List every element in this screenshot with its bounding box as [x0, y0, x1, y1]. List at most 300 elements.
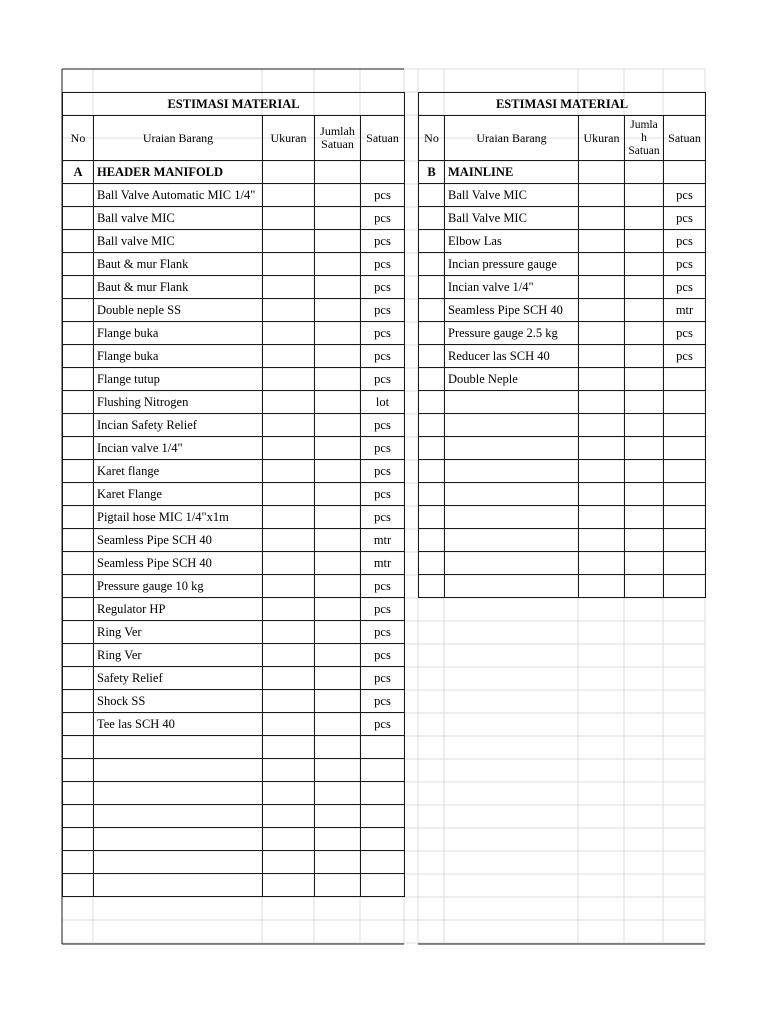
row-no: [63, 759, 94, 782]
row-size: [579, 529, 625, 552]
table-row: [63, 621, 405, 644]
table-row: [419, 460, 706, 483]
row-qty: [315, 368, 361, 391]
table-row: [419, 322, 706, 345]
table-row: [419, 299, 706, 322]
row-size: [579, 483, 625, 506]
row-unit: [664, 575, 706, 598]
row-item: Tee las SCH 40: [94, 713, 263, 736]
row-unit: pcs: [664, 345, 706, 368]
row-qty: [315, 598, 361, 621]
row-size: [263, 621, 315, 644]
row-qty: [625, 506, 664, 529]
row-unit: pcs: [361, 575, 405, 598]
row-size: [263, 644, 315, 667]
row-no: [419, 460, 445, 483]
row-no: [63, 483, 94, 506]
row-item: [445, 552, 579, 575]
row-no: [63, 667, 94, 690]
row-no: [63, 276, 94, 299]
row-no: [419, 368, 445, 391]
row-item: [94, 874, 263, 897]
row-size: [579, 322, 625, 345]
row-unit: [664, 483, 706, 506]
row-no: [63, 391, 94, 414]
header-qty: Jumla h Satuan: [625, 116, 664, 161]
table-row: [63, 345, 405, 368]
row-no: [63, 230, 94, 253]
table-row: [63, 207, 405, 230]
row-size: [263, 805, 315, 828]
row-qty: [315, 621, 361, 644]
row-item: Ball Valve MIC: [445, 184, 579, 207]
row-unit: pcs: [361, 483, 405, 506]
row-unit: pcs: [361, 598, 405, 621]
row-size: [263, 184, 315, 207]
row-unit: lot: [361, 391, 405, 414]
row-qty: [625, 230, 664, 253]
table-row: [63, 184, 405, 207]
table-row: [63, 460, 405, 483]
row-no: [63, 322, 94, 345]
row-qty: [625, 253, 664, 276]
table-row: [63, 805, 405, 828]
row-no: [63, 782, 94, 805]
row-size: [263, 460, 315, 483]
row-unit: pcs: [664, 184, 706, 207]
table-row: [419, 414, 706, 437]
row-size: [263, 276, 315, 299]
row-item: Incian Safety Relief: [94, 414, 263, 437]
row-unit: [664, 529, 706, 552]
row-size: [263, 437, 315, 460]
row-unit: pcs: [361, 667, 405, 690]
row-unit: pcs: [361, 506, 405, 529]
row-unit: mtr: [361, 552, 405, 575]
row-item: Seamless Pipe SCH 40: [94, 552, 263, 575]
row-no: [63, 299, 94, 322]
empty-cell: [263, 161, 315, 184]
row-no: [63, 529, 94, 552]
row-no: [63, 575, 94, 598]
row-item: [445, 483, 579, 506]
row-size: [579, 414, 625, 437]
row-qty: [315, 736, 361, 759]
row-item: Ball Valve Automatic MIC 1/4": [94, 184, 263, 207]
row-no: [419, 230, 445, 253]
row-item: [445, 437, 579, 460]
row-size: [263, 253, 315, 276]
table-row: [419, 207, 706, 230]
row-no: [419, 391, 445, 414]
row-no: [63, 368, 94, 391]
row-qty: [315, 207, 361, 230]
row-item: [94, 759, 263, 782]
row-item: Karet flange: [94, 460, 263, 483]
row-no: [419, 207, 445, 230]
row-unit: pcs: [361, 437, 405, 460]
row-no: [63, 414, 94, 437]
row-unit: pcs: [361, 621, 405, 644]
table-row: [419, 506, 706, 529]
row-item: Safety Relief: [94, 667, 263, 690]
table-row: [419, 184, 706, 207]
row-unit: pcs: [664, 230, 706, 253]
row-item: Flange buka: [94, 345, 263, 368]
row-no: [419, 322, 445, 345]
row-unit: pcs: [664, 276, 706, 299]
row-qty: [625, 575, 664, 598]
row-item: Flange buka: [94, 322, 263, 345]
row-no: [63, 713, 94, 736]
row-unit: [361, 759, 405, 782]
row-size: [579, 253, 625, 276]
row-item: Seamless Pipe SCH 40: [445, 299, 579, 322]
table-row: [63, 299, 405, 322]
row-unit: [664, 368, 706, 391]
header-unit: Satuan: [664, 116, 706, 161]
row-no: [419, 299, 445, 322]
table-row: [63, 575, 405, 598]
row-qty: [625, 483, 664, 506]
row-unit: [664, 437, 706, 460]
row-qty: [315, 322, 361, 345]
row-item: [445, 506, 579, 529]
row-no: [63, 874, 94, 897]
table-row: [63, 368, 405, 391]
row-item: Elbow Las: [445, 230, 579, 253]
row-item: [94, 851, 263, 874]
row-unit: pcs: [361, 299, 405, 322]
row-no: [63, 621, 94, 644]
table-row: [63, 598, 405, 621]
empty-cell: [361, 161, 405, 184]
row-unit: pcs: [361, 713, 405, 736]
row-qty: [315, 345, 361, 368]
row-no: [63, 207, 94, 230]
row-qty: [315, 575, 361, 598]
row-qty: [315, 391, 361, 414]
row-no: [419, 414, 445, 437]
table-row: [419, 345, 706, 368]
row-qty: [625, 437, 664, 460]
row-item: Ball valve MIC: [94, 207, 263, 230]
row-no: [419, 184, 445, 207]
row-item: Ball valve MIC: [94, 230, 263, 253]
row-qty: [315, 253, 361, 276]
row-qty: [625, 414, 664, 437]
row-unit: pcs: [361, 322, 405, 345]
table-row: [63, 529, 405, 552]
row-unit: [361, 736, 405, 759]
row-unit: [361, 828, 405, 851]
table-row: [63, 690, 405, 713]
row-item: Double neple SS: [94, 299, 263, 322]
table-row: [63, 851, 405, 874]
row-qty: [625, 391, 664, 414]
row-unit: [664, 506, 706, 529]
row-no: [63, 253, 94, 276]
row-qty: [315, 552, 361, 575]
row-unit: pcs: [664, 207, 706, 230]
row-item: Baut & mur Flank: [94, 253, 263, 276]
row-no: [419, 345, 445, 368]
table-row: [63, 322, 405, 345]
row-size: [579, 368, 625, 391]
row-unit: pcs: [361, 460, 405, 483]
row-no: [63, 644, 94, 667]
row-no: [63, 345, 94, 368]
row-size: [579, 299, 625, 322]
row-size: [263, 759, 315, 782]
row-size: [263, 230, 315, 253]
row-size: [263, 782, 315, 805]
row-unit: [664, 414, 706, 437]
row-item: Pressure gauge 10 kg: [94, 575, 263, 598]
row-item: Incian pressure gauge: [445, 253, 579, 276]
estimation-table-left: [62, 92, 405, 897]
row-item: Reducer las SCH 40: [445, 345, 579, 368]
estimation-table-right: [418, 92, 706, 598]
row-size: [579, 276, 625, 299]
table-row: [419, 552, 706, 575]
header-no: No: [63, 116, 94, 161]
row-no: [63, 736, 94, 759]
row-item: Ring Ver: [94, 644, 263, 667]
header-size: Ukuran: [263, 116, 315, 161]
row-unit: pcs: [361, 184, 405, 207]
row-qty: [315, 276, 361, 299]
row-no: [63, 506, 94, 529]
row-item: [94, 828, 263, 851]
table-row: [419, 276, 706, 299]
section-name: HEADER MANIFOLD: [94, 161, 263, 184]
row-size: [263, 552, 315, 575]
row-no: [63, 851, 94, 874]
row-item: [445, 414, 579, 437]
row-size: [263, 483, 315, 506]
row-unit: mtr: [664, 299, 706, 322]
row-qty: [315, 529, 361, 552]
row-size: [263, 322, 315, 345]
row-no: [419, 575, 445, 598]
empty-cell: [625, 161, 664, 184]
row-item: Karet Flange: [94, 483, 263, 506]
row-item: Shock SS: [94, 690, 263, 713]
table-row: [419, 391, 706, 414]
header-unit: Satuan: [361, 116, 405, 161]
row-size: [579, 207, 625, 230]
row-item: [94, 805, 263, 828]
row-unit: pcs: [361, 207, 405, 230]
table-row: [419, 253, 706, 276]
row-no: [419, 437, 445, 460]
section-code: B: [419, 161, 445, 184]
row-item: Baut & mur Flank: [94, 276, 263, 299]
row-qty: [625, 529, 664, 552]
table-row: [63, 483, 405, 506]
row-item: [445, 575, 579, 598]
row-unit: [361, 782, 405, 805]
row-no: [419, 483, 445, 506]
table-row: [63, 828, 405, 851]
row-qty: [315, 483, 361, 506]
row-unit: [664, 552, 706, 575]
row-qty: [315, 782, 361, 805]
table-row: [63, 713, 405, 736]
row-no: [419, 529, 445, 552]
row-qty: [315, 828, 361, 851]
row-no: [419, 552, 445, 575]
row-unit: pcs: [664, 253, 706, 276]
table-row: [419, 230, 706, 253]
row-qty: [625, 207, 664, 230]
row-item: Flange tutup: [94, 368, 263, 391]
header-size: Ukuran: [579, 116, 625, 161]
row-qty: [315, 506, 361, 529]
row-qty: [625, 299, 664, 322]
row-qty: [315, 759, 361, 782]
table-row: [63, 391, 405, 414]
row-size: [579, 230, 625, 253]
row-qty: [625, 345, 664, 368]
row-size: [263, 391, 315, 414]
row-item: [445, 460, 579, 483]
row-qty: [315, 437, 361, 460]
row-item: [445, 391, 579, 414]
table-row: [63, 644, 405, 667]
header-no: No: [419, 116, 445, 161]
row-unit: pcs: [361, 345, 405, 368]
row-qty: [625, 184, 664, 207]
row-item: [445, 529, 579, 552]
row-no: [63, 598, 94, 621]
row-qty: [315, 230, 361, 253]
row-size: [263, 828, 315, 851]
row-size: [579, 575, 625, 598]
row-size: [579, 552, 625, 575]
table-row: [63, 552, 405, 575]
row-qty: [625, 276, 664, 299]
row-qty: [315, 851, 361, 874]
table-row: [63, 667, 405, 690]
row-unit: [664, 391, 706, 414]
row-size: [263, 299, 315, 322]
header-item: Uraian Barang: [94, 116, 263, 161]
row-size: [263, 506, 315, 529]
table-row: [419, 368, 706, 391]
row-unit: mtr: [361, 529, 405, 552]
row-qty: [315, 713, 361, 736]
row-item: Regulator HP: [94, 598, 263, 621]
row-item: Incian valve 1/4": [94, 437, 263, 460]
row-no: [63, 184, 94, 207]
row-size: [263, 368, 315, 391]
row-unit: pcs: [361, 276, 405, 299]
table-row: [63, 736, 405, 759]
section-code: A: [63, 161, 94, 184]
row-qty: [315, 667, 361, 690]
table-row: [63, 506, 405, 529]
row-qty: [315, 460, 361, 483]
row-size: [579, 391, 625, 414]
row-qty: [315, 414, 361, 437]
row-item: Incian valve 1/4": [445, 276, 579, 299]
row-size: [263, 874, 315, 897]
table-row: [419, 437, 706, 460]
table-row: [63, 437, 405, 460]
row-size: [263, 690, 315, 713]
row-size: [263, 345, 315, 368]
row-qty: [315, 805, 361, 828]
row-size: [263, 667, 315, 690]
row-qty: [315, 299, 361, 322]
row-unit: pcs: [361, 230, 405, 253]
row-qty: [315, 690, 361, 713]
row-no: [419, 276, 445, 299]
row-item: [94, 782, 263, 805]
row-item: Flushing Nitrogen: [94, 391, 263, 414]
row-size: [263, 598, 315, 621]
table-row: [419, 575, 706, 598]
row-size: [579, 506, 625, 529]
row-size: [579, 345, 625, 368]
row-item: Pigtail hose MIC 1/4"x1m: [94, 506, 263, 529]
row-qty: [315, 184, 361, 207]
table-row: [63, 276, 405, 299]
row-unit: pcs: [361, 690, 405, 713]
row-no: [63, 460, 94, 483]
row-no: [63, 552, 94, 575]
row-unit: pcs: [361, 368, 405, 391]
empty-cell: [579, 161, 625, 184]
table-row: [419, 483, 706, 506]
row-item: Seamless Pipe SCH 40: [94, 529, 263, 552]
row-size: [263, 736, 315, 759]
table-title: ESTIMASI MATERIAL: [419, 93, 706, 116]
row-item: Pressure gauge 2.5 kg: [445, 322, 579, 345]
row-qty: [625, 460, 664, 483]
row-unit: pcs: [361, 414, 405, 437]
row-qty: [315, 874, 361, 897]
row-size: [263, 851, 315, 874]
row-size: [263, 414, 315, 437]
row-size: [263, 575, 315, 598]
row-item: Double Neple: [445, 368, 579, 391]
row-qty: [625, 368, 664, 391]
row-unit: [361, 874, 405, 897]
row-unit: [361, 805, 405, 828]
table-row: [63, 759, 405, 782]
row-unit: pcs: [361, 644, 405, 667]
row-no: [63, 437, 94, 460]
empty-cell: [664, 161, 706, 184]
empty-cell: [315, 161, 361, 184]
row-no: [63, 828, 94, 851]
row-item: [94, 736, 263, 759]
row-qty: [625, 552, 664, 575]
table-row: [63, 253, 405, 276]
row-unit: pcs: [361, 253, 405, 276]
row-no: [63, 690, 94, 713]
row-no: [63, 805, 94, 828]
table-row: [419, 529, 706, 552]
table-title: ESTIMASI MATERIAL: [63, 93, 405, 116]
row-size: [579, 460, 625, 483]
row-size: [263, 713, 315, 736]
row-unit: pcs: [664, 322, 706, 345]
row-qty: [625, 322, 664, 345]
